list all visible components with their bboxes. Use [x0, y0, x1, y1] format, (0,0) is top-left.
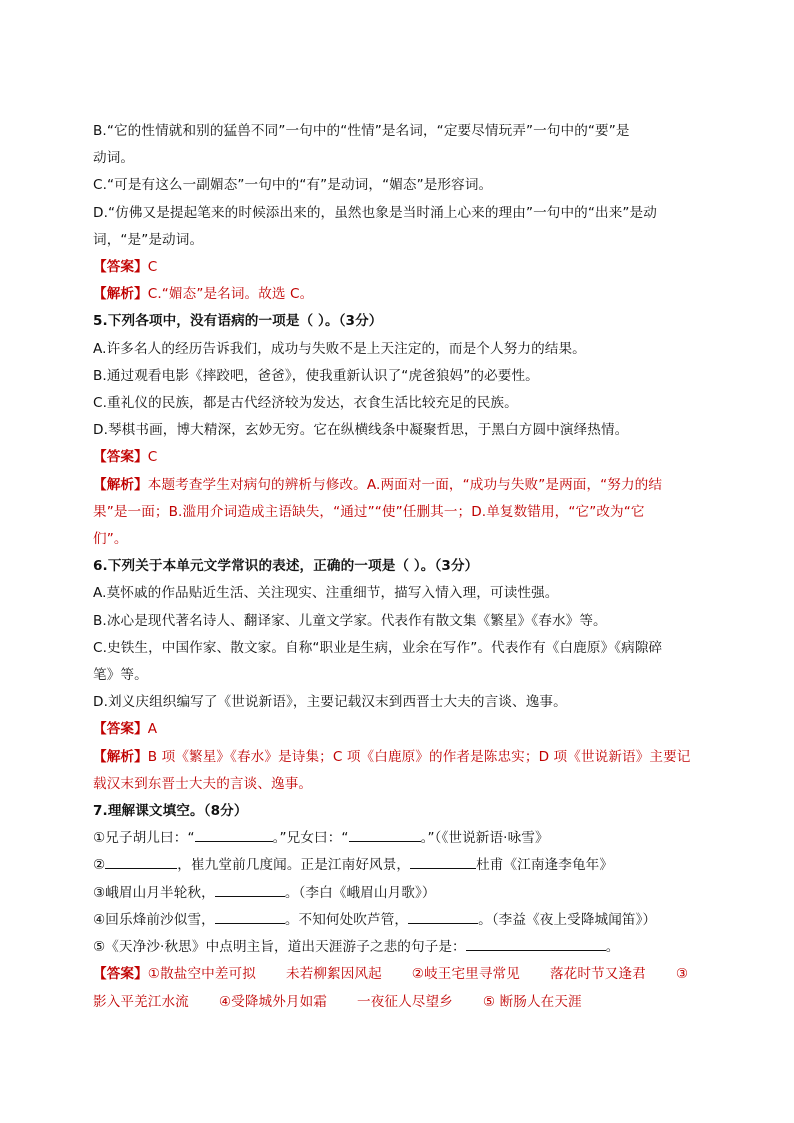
q5-analysis-line1 — [93, 472, 703, 499]
item-text: ③峨眉山月半轮秋， — [93, 884, 215, 901]
answer-tag: 【答案】 — [93, 966, 148, 983]
q6-title: 6.下列关于本单元文学常识的表述，正确的一项是（ ）。（3分） — [93, 558, 479, 575]
q4-option-c: C.“可是有这么一副媚态”一句中的“有”是动词，“媚态”是形容词。 — [93, 177, 493, 194]
answer-tag: 【答案】 — [93, 449, 148, 466]
item-text: 。不知何处吹芦管， — [284, 911, 409, 928]
q7-item3 — [93, 880, 703, 907]
item-text: 杜甫《江南逢李龟年》 — [476, 857, 614, 874]
fill-blank — [408, 909, 478, 924]
fill-blank — [215, 909, 285, 924]
answer-value: A — [147, 721, 158, 738]
analysis-tag: 【解析】 — [93, 286, 148, 303]
item-text: ⑤《天净沙·秋思》中点明主旨，道出天涯游子之悲的句子是： — [93, 939, 466, 956]
q6-option-b: B.冰心是现代著名诗人、翻译家、儿童文学家。代表作有散文集《繁星》《春水》等。 — [93, 612, 607, 629]
q7-item4 — [93, 907, 703, 934]
q7-item5 — [93, 934, 703, 961]
answer-value: ③ — [675, 966, 689, 983]
answer-value: C — [147, 449, 158, 466]
q5-option-a: A.许多名人的经历告诉我们，成功与失败不是上天注定的，而是个人努力的结果。 — [93, 340, 586, 357]
answer-value: ①散盐空中差可拟 — [147, 966, 256, 983]
analysis-tag: 【解析】 — [93, 748, 148, 765]
item-text: 。（李益《夜上受降城闻笛》） — [478, 911, 657, 928]
document-page — [93, 118, 703, 1016]
item-text: 。（李白《峨眉山月歌》） — [284, 884, 436, 901]
fill-blank — [349, 827, 421, 842]
fill-blank — [215, 882, 285, 897]
q7-title: 7.理解课文填空。（8分） — [93, 803, 248, 820]
q5-analysis-line3: 们”。 — [93, 531, 128, 548]
answer-value: 落花时节又逢君 — [549, 966, 646, 983]
q4-option-d-line2: 词，“是”是动词。 — [93, 231, 204, 248]
answer-value: C — [147, 259, 158, 276]
q5-title: 5.下列各项中，没有语病的一项是（ ）。（3分） — [93, 313, 383, 330]
q5-option-b: B.通过观看电影《摔跤吧，爸爸》，使我重新认识了“虎爸狼妈”的必要性。 — [93, 367, 539, 384]
answer-tag: 【答案】 — [93, 721, 148, 738]
q7-item2 — [93, 852, 703, 879]
answer-value: ②岐王宅里寻常见 — [411, 966, 520, 983]
answer-tag: 【答案】 — [93, 259, 148, 276]
q4-analysis — [93, 281, 703, 308]
q5-answer — [93, 444, 703, 471]
q5-analysis-line2: 果”是一面；B.滥用介词造成主语缺失，“通过”“使”任删其一；D.单复数错用，“它”改为“它 — [93, 503, 645, 520]
q6-analysis-line1 — [93, 744, 703, 771]
item-text: ①兄子胡儿曰：“ — [93, 830, 195, 847]
answer-value: ⑤ 断肠人在天涯 — [482, 993, 582, 1010]
item-text: ，崔九堂前几度闻。正是江南好风景， — [177, 857, 411, 874]
item-text: 。 — [605, 939, 620, 956]
analysis-text: 本题考查学生对病句的辨析与修改。A.两面对一面，“成功与失败”是两面，“努力的结 — [147, 476, 663, 493]
analysis-tag: 【解析】 — [93, 476, 148, 493]
q4-option-b-line2: 动词。 — [93, 150, 135, 167]
q7-item1 — [93, 825, 703, 852]
fill-blank — [466, 936, 606, 951]
q5-option-c: C.重礼仪的民族，都是古代经济较为发达，衣食生活比较充足的民族。 — [93, 395, 518, 412]
answer-value: 影入平羌江水流 — [93, 993, 189, 1010]
analysis-text: B 项《繁星》《春水》是诗集；C 项《白鹿原》的作者是陈忠实；D 项《世说新语》主要记 — [147, 748, 691, 765]
q5-option-d: D.琴棋书画，博大精深，玄妙无穷。它在纵横线条中凝聚哲思，于黑白方圆中演绎热情。 — [93, 422, 629, 439]
item-text: ② — [93, 857, 106, 874]
answer-value: ④受降城外月如霜 — [218, 993, 328, 1010]
q6-analysis-line2: 载汉末到东晋士大夫的言谈、逸事。 — [93, 775, 313, 792]
q6-option-c-line2: 笔》等。 — [93, 667, 148, 684]
fill-blank — [105, 854, 177, 869]
item-text: 。”（《世说新语·咏雪》 — [420, 830, 549, 847]
q4-answer — [93, 254, 703, 281]
item-text: 。”兄女曰：“ — [272, 830, 349, 847]
q4-option-d-line1: D.“仿佛又是提起笔来的时候添出来的，虽然也象是当时涌上心来的理由”一句中的“出来”是动 — [93, 204, 657, 221]
q6-answer — [93, 716, 703, 743]
answer-value: 未若柳絮因风起 — [285, 966, 382, 983]
q7-answer-line2 — [93, 989, 703, 1016]
q6-option-d: D.刘义庆组织编写了《世说新语》，主要记载汉末到西晋士大夫的言谈、逸事。 — [93, 694, 567, 711]
item-text: ④回乐烽前沙似雪， — [93, 911, 215, 928]
q7-answer-line1 — [93, 961, 703, 988]
q6-option-a: A.莫怀戚的作品贴近生活、关注现实、注重细节，描写入情入理，可读性强。 — [93, 585, 559, 602]
fill-blank — [410, 854, 476, 869]
q4-option-b-line1: B.“它的性情就和别的猛兽不同”一句中的“性情”是名词，“定要尽情玩弄”一句中的“要”是 — [93, 123, 630, 139]
answer-value: 一夜征人尽望乡 — [357, 993, 453, 1010]
fill-blank — [195, 827, 273, 842]
analysis-text: C.“媚态”是名词。故选 C。 — [147, 286, 314, 303]
q6-option-c-line1: C.史铁生，中国作家、散文家。自称“职业是生病，业余在写作”。代表作有《白鹿原》《病隙碎 — [93, 639, 663, 656]
